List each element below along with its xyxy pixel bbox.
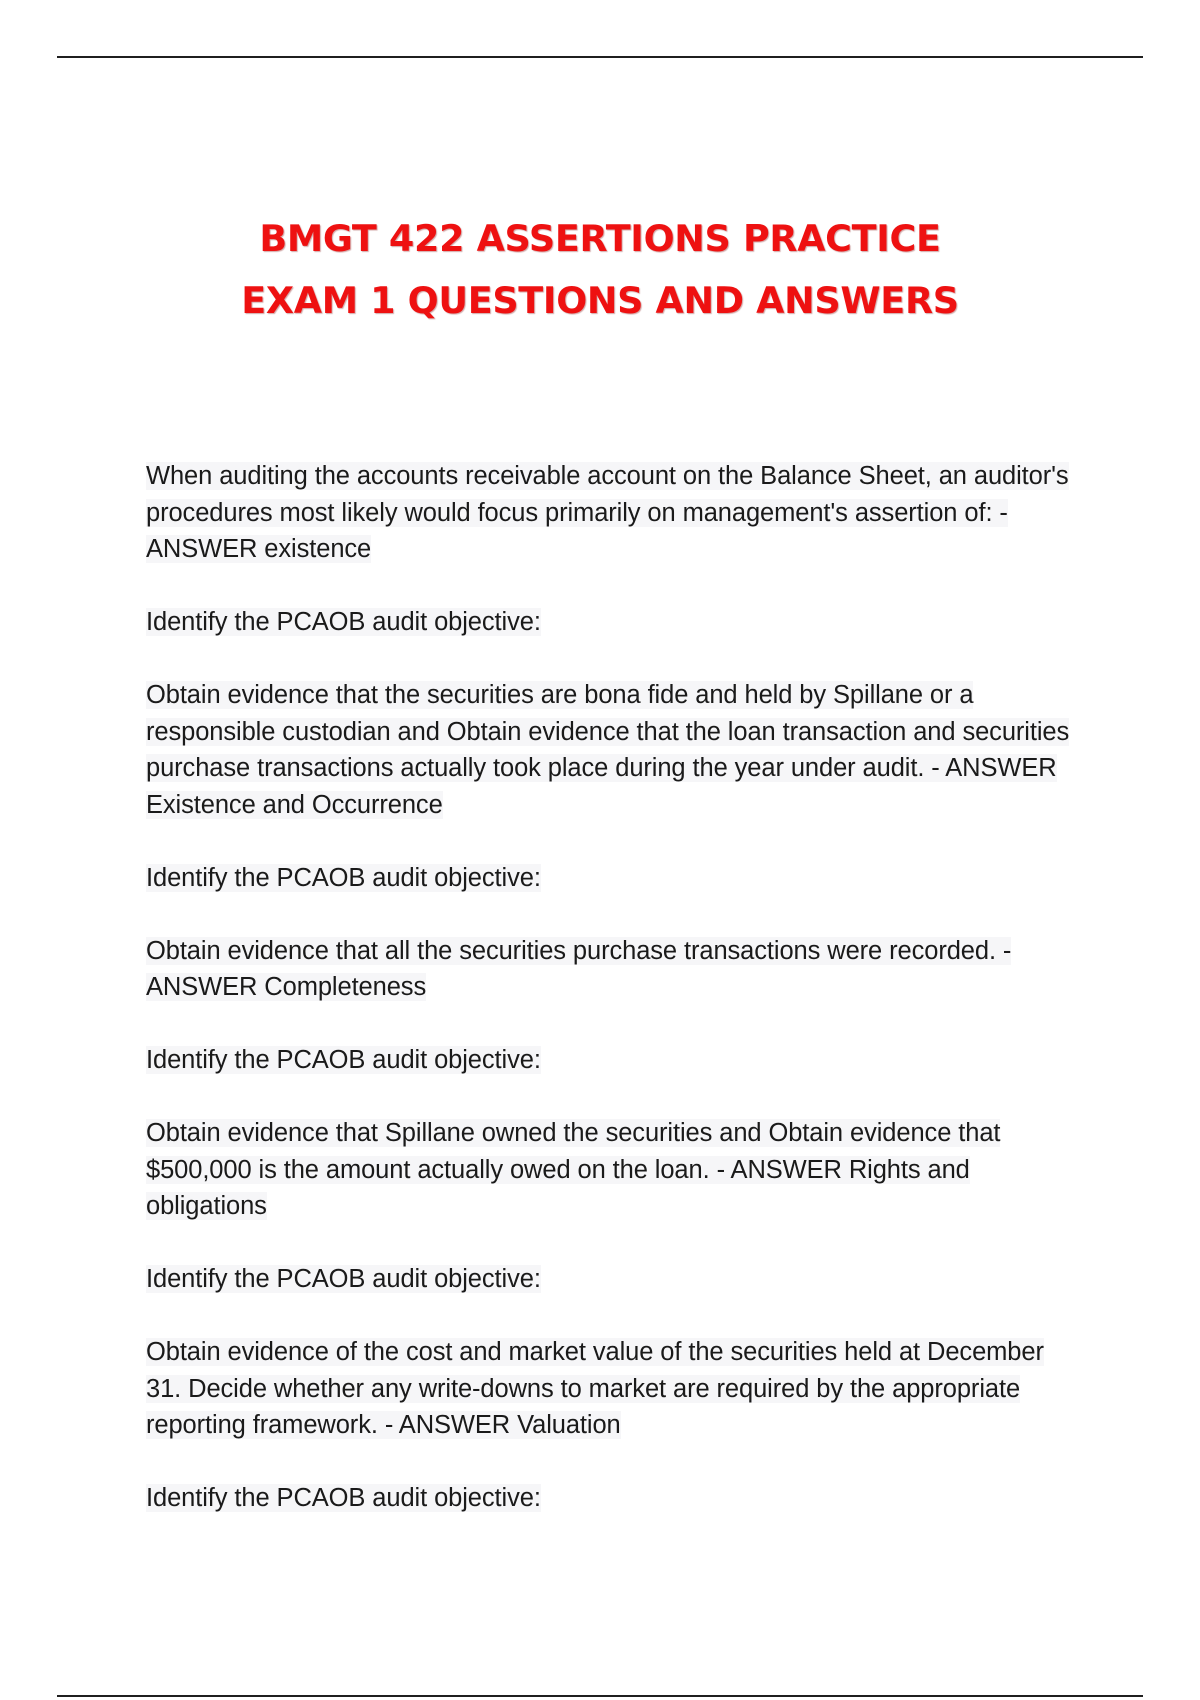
objective-prompt (146, 1042, 1071, 1079)
top-rule (57, 56, 1143, 58)
paragraph-text: Identify the PCAOB audit objective: (146, 1484, 541, 1512)
paragraph-text: Obtain evidence that all the securities purchase transactions were recorded. - ANSWER Completeness (146, 936, 1012, 1001)
title-line-2: EXAM 1 QUESTIONS AND ANSWERS (241, 279, 959, 322)
qa-paragraph (146, 458, 1071, 568)
objective-prompt (146, 604, 1071, 641)
objective-prompt (146, 860, 1071, 897)
document-body (146, 458, 1071, 1553)
qa-paragraph (146, 933, 1071, 1006)
qa-paragraph (146, 677, 1071, 823)
qa-paragraph (146, 1115, 1071, 1225)
paragraph-text: Obtain evidence that the securities are bona fide and held by Spillane or a responsible custodian and Obtain evidence that the loan transaction and securities purchase transactions actually took place during the year under audit. - ANSWER Existence and Occurrence (146, 681, 1070, 819)
paragraph-text: When auditing the accounts receivable account on the Balance Sheet, an auditor's procedures most likely would focus primarily on management's assertion of: - ANSWER existence (146, 462, 1069, 563)
objective-prompt (146, 1480, 1071, 1517)
paragraph-text: Identify the PCAOB audit objective: (146, 863, 541, 892)
paragraph-text: Identify the PCAOB audit objective: (146, 1265, 541, 1293)
paragraph-text: Identify the PCAOB audit objective: (146, 608, 541, 636)
paragraph-text: Obtain evidence of the cost and market value of the securities held at December 31. Decide whether any write-downs to market are required by the appropriate reporting framework. - ANSWER Valuation (146, 1338, 1044, 1439)
title-line-1: BMGT 422 ASSERTIONS PRACTICE (259, 217, 941, 260)
qa-paragraph (146, 1334, 1071, 1444)
document-title (0, 208, 1200, 332)
bottom-rule (57, 1695, 1143, 1697)
paragraph-text: Identify the PCAOB audit objective: (146, 1046, 541, 1074)
objective-prompt (146, 1261, 1071, 1298)
paragraph-text: Obtain evidence that Spillane owned the securities and Obtain evidence that $500,000 is the amount actually owed on the loan. - ANSWER Rights and obligations (146, 1119, 1001, 1220)
